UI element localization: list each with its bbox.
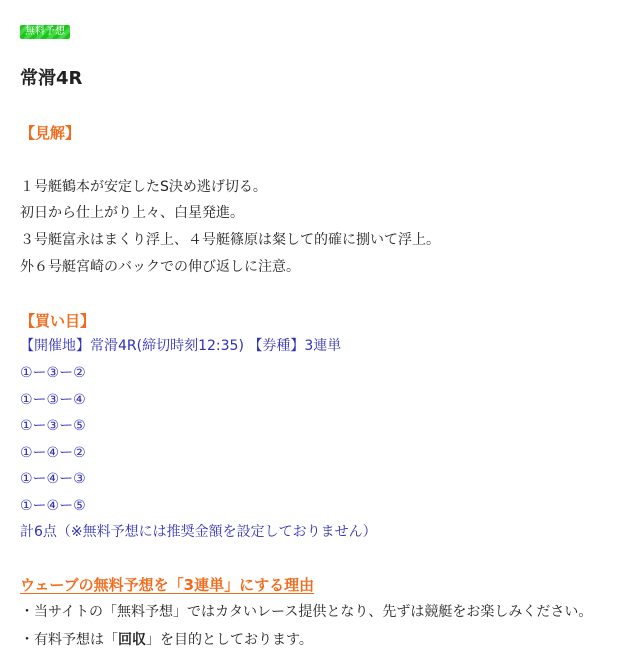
- reason-line-2-bold: 回収: [118, 632, 146, 648]
- bet-combo-4: ①ー④ー②: [20, 445, 86, 461]
- bet-combo-3: ①ー③ー⑤: [20, 418, 86, 434]
- view-line-3: ３号艇富永はまくり浮上、４号艇篠原は粲して的確に捌いて浮上。: [20, 232, 440, 248]
- reason-line-1: ・当サイトの「無料予想」ではカタいレース提供となり、先ずは競艇をお楽しみください。: [20, 604, 593, 620]
- bets-info: 【開催地】常滑4R(締切時刻12:35) 【券種】3連単: [20, 338, 342, 354]
- view-heading: 【見解】: [20, 124, 81, 142]
- view-line-1: １号艇鶴本が安定したS決め逃げ切る。: [20, 179, 267, 195]
- reason-heading: ウェーブの無料予想を「3連単」にする理由: [20, 576, 315, 594]
- reason-line-2: [20, 630, 313, 650]
- reason-line-2-prefix: ・有料予想は「: [20, 632, 118, 648]
- bets-heading: 【買い目】: [20, 312, 96, 330]
- view-line-2: 初日から仕上がり上々、白星発進。: [20, 205, 244, 221]
- bet-combo-1: ①ー③ー②: [20, 365, 86, 381]
- reason-line-2-suffix: 」を目的としております。: [146, 632, 313, 648]
- page-title: 常滑4R: [20, 68, 83, 89]
- bet-combo-2: ①ー③ー④: [20, 392, 86, 408]
- view-line-4: 外６号艇宮崎のバックでの伸び返しに注意。: [20, 259, 300, 275]
- bets-total: 計6点（※無料予想には推奨金額を設定しておりません）: [20, 524, 377, 540]
- bet-combo-6: ①ー④ー⑤: [20, 498, 86, 514]
- bet-combo-5: ①ー④ー③: [20, 471, 86, 487]
- free-prediction-badge: 無料予想: [20, 25, 70, 39]
